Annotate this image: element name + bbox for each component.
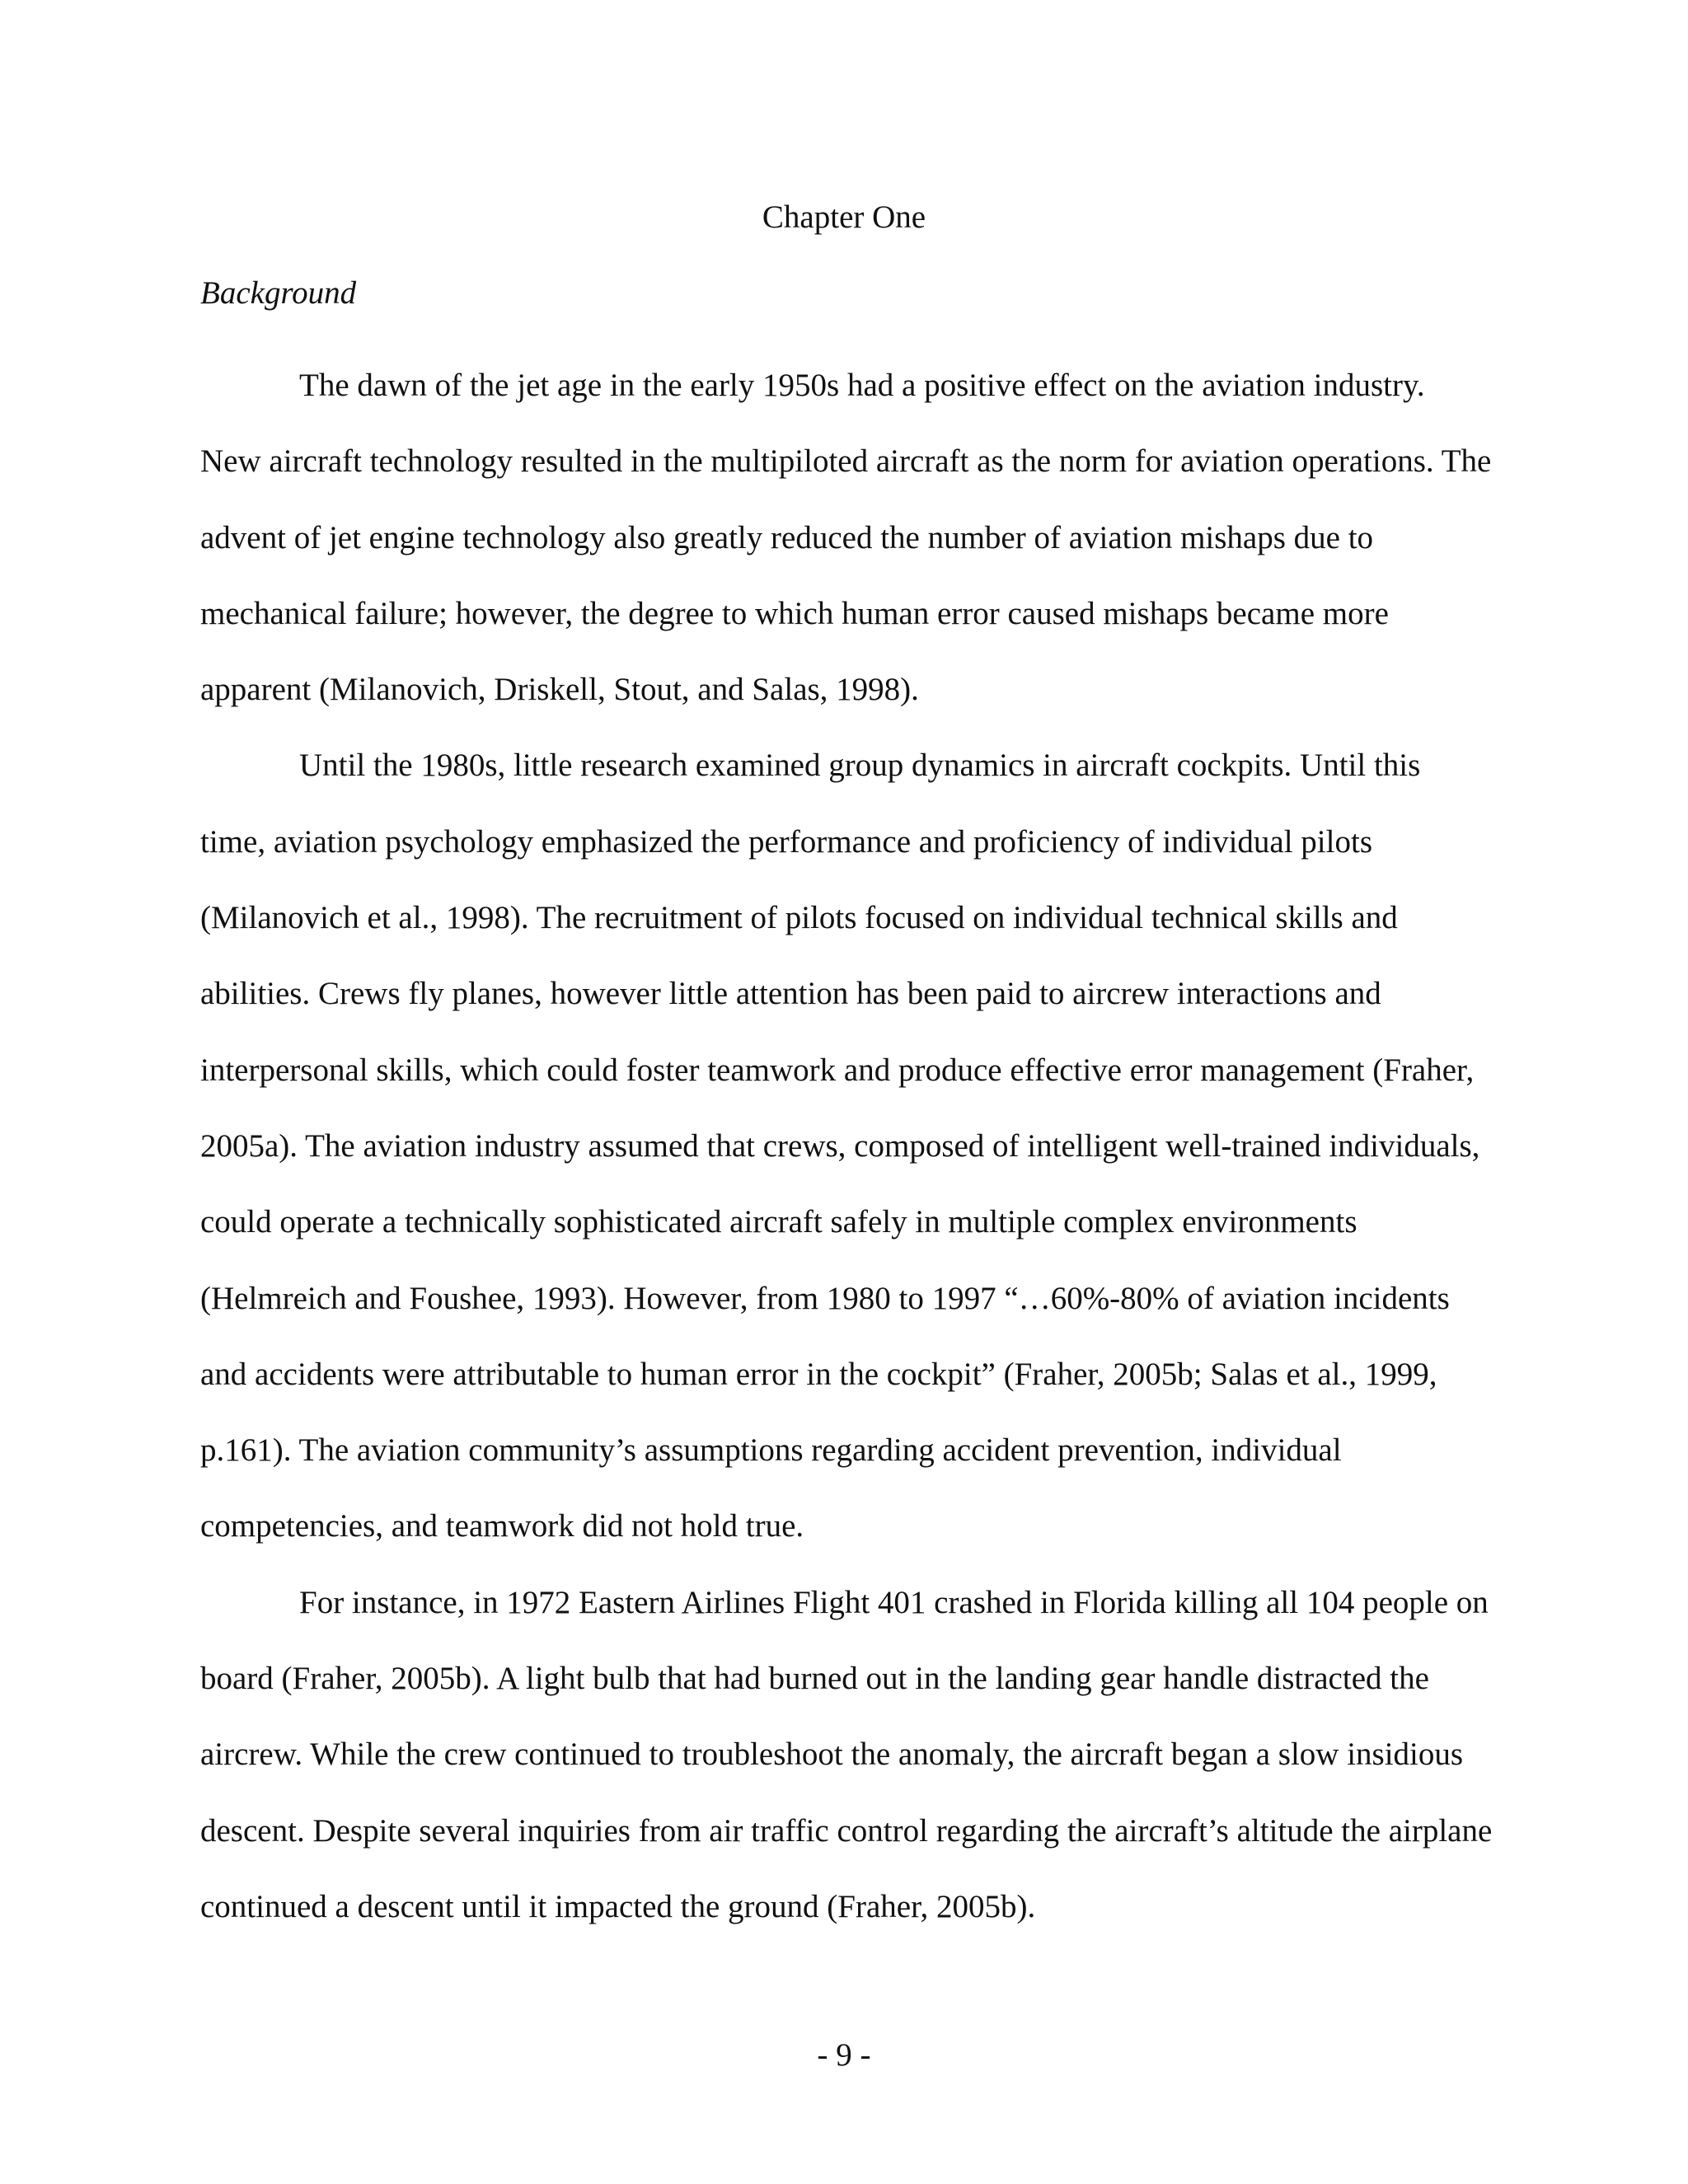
- paragraph-jet-age: The dawn of the jet age in the early 1950s had a positive effect on the aviation industry. New aircraft technology resulted in the multipiloted aircraft as the norm for aviation operations. The advent of jet engine technology also greatly reduced the number of aviation mishaps due to mechanical failure; however, the degree to which human error caused mishaps became more apparent (Milanovich, Driskell, Stout, and Salas, 1998).: [200, 368, 1492, 708]
- body-text: [200, 348, 1493, 1945]
- chapter-title: Chapter One: [762, 199, 926, 235]
- paragraph-flight-401: For instance, in 1972 Eastern Airlines Flight 401 crashed in Florida killing all 104 people on board (Fraher, 2005b). A light bulb that had burned out in the landing gear handle distracted the aircrew. While the crew continued to troubleshoot the anomaly, the aircraft began a slow insidious descent. Despite several inquiries from air traffic control regarding the aircraft’s altitude the airplane continued a descent until it impacted the ground (Fraher, 2005b).: [200, 1584, 1493, 1924]
- section-heading: Background: [200, 275, 357, 311]
- paragraph-group-dynamics: Until the 1980s, little research examined group dynamics in aircraft cockpits. Until this time, aviation psychology emphasized the performance and proficiency of individual pilots (Milanovich et al., 1998). The recruitment of pilots focused on individual technical skills and abilities. Crews fly planes, however little attention has been paid to aircrew interactions and interpersonal skills, which could foster teamwork and produce effective error management (Fraher, 2005a). The aviation industry assumed that crews, composed of intelligent well-trained individuals, could operate a technically sophisticated aircraft safely in multiple complex environments (Helmreich and Foushee, 1993). However, from 1980 to 1997 “…60%-80% of aviation incidents and accidents were attributable to human error in the cockpit” (Fraher, 2005b; Salas et al., 1999, p.161). The aviation community’s assumptions regarding accident prevention, individual competencies, and teamwork did not hold true.: [200, 748, 1480, 1544]
- page-number: - 9 -: [817, 2037, 871, 2073]
